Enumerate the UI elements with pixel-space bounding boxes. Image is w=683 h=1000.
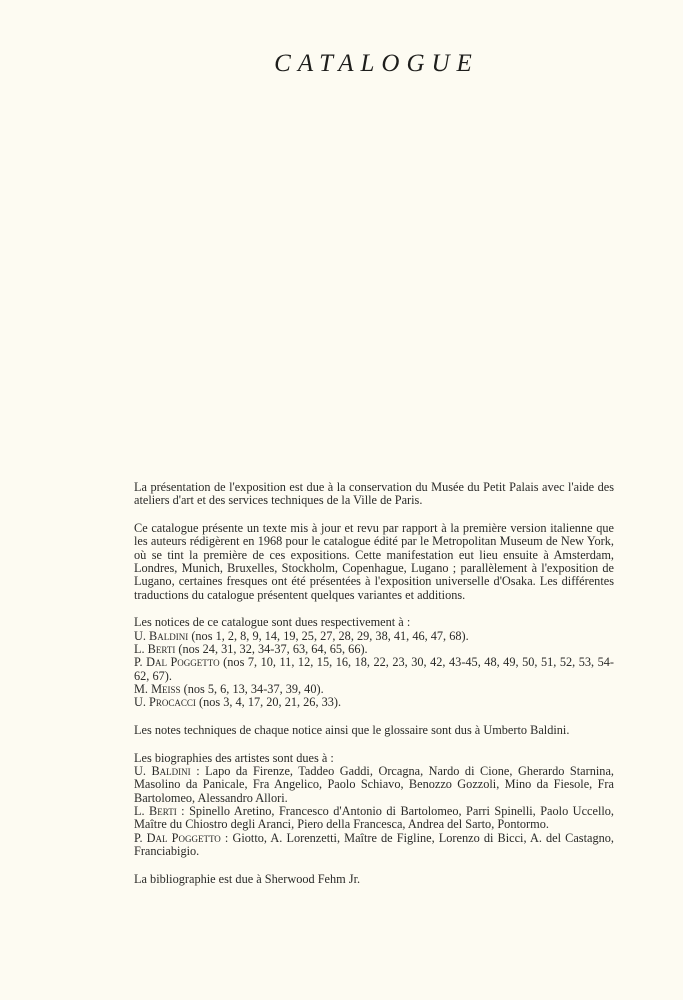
separator: : <box>220 830 233 845</box>
author-name: U. Baldini <box>134 628 189 643</box>
author-name: M. Meiss <box>134 681 181 696</box>
notice-numbers: (nos 1, 2, 8, 9, 14, 19, 25, 27, 28, 29, 38, 41, 46, 47, 68). <box>191 628 469 643</box>
biography-author-entry <box>134 805 614 832</box>
notice-author-line <box>134 643 614 656</box>
separator: : <box>190 764 206 779</box>
notice-author-line <box>134 656 614 683</box>
biography-artists: Spinello Aretino, Francesco d'Antonio di Bartolomeo, Parri Spinelli, Paolo Uccello, Maître du Chiostro degli Aranci, Piero della Francesca, Andrea del Sarto, Pontormo. <box>134 803 614 832</box>
page-title: CATALOGUE <box>274 50 479 77</box>
notice-numbers: (nos 24, 31, 32, 34-37, 63, 64, 65, 66). <box>178 641 368 656</box>
separator: : <box>176 803 190 818</box>
biographies-heading: Les biographies des artistes sont dues à : <box>134 750 334 765</box>
author-name: P. Dal Poggetto <box>134 655 220 670</box>
author-name: U. Procacci <box>134 695 196 710</box>
notice-author-line <box>134 696 614 709</box>
technical-notes-paragraph: Les notes techniques de chaque notice ainsi que le glossaire sont dus à Umberto Baldini. <box>134 722 570 737</box>
author-name: U. Baldini <box>134 764 191 779</box>
bibliography-paragraph: La bibliographie est due à Sherwood Fehm Jr. <box>134 871 361 886</box>
notices-section <box>134 616 614 709</box>
biography-artists: Giotto, A. Lorenzetti, Maître de Figline, Lorenzo di Bicci, A. del Castagno, Franciabigio. <box>134 830 614 858</box>
notice-numbers: (nos 7, 10, 11, 12, 15, 16, 18, 22, 23, 30, 42, 43-45, 48, 49, 50, 51, 52, 53, 54-62, 67). <box>134 655 615 683</box>
intro-paragraph-1: La présentation de l'exposition est due à la conservation du Musée du Petit Palais avec l'aide des ateliers d'art et des services techniques de la Ville de Paris. <box>134 480 614 508</box>
notices-heading: Les notices de ce catalogue sont dues respectivement à : <box>134 615 411 630</box>
biography-author-entry <box>134 832 614 859</box>
notice-author-line <box>134 630 614 643</box>
biography-author-entry <box>134 765 614 805</box>
author-name: L. Berti <box>134 803 177 818</box>
notice-numbers: (nos 5, 6, 13, 34-37, 39, 40). <box>183 681 324 696</box>
notice-numbers: (nos 3, 4, 17, 20, 21, 26, 33). <box>198 695 342 710</box>
author-name: P. Dal Poggetto <box>134 830 221 845</box>
notice-author-line <box>134 683 614 696</box>
catalogue-notes <box>134 481 614 900</box>
author-name: L. Berti <box>134 641 176 656</box>
intro-paragraph-2: Ce catalogue présente un texte mis à jour et revu par rapport à la première version italienne que les auteurs rédigèrent en 1968 pour le catalogue édité par le Metropolitan Museum de New York, où se tint la première de ces expositions. Cette manifestation eut lieu ensuite à Amsterdam, Londres, Munich, Bruxelles, Stockholm, Copenhague, Lugano ; parallèlement à l'exposition de Lugano, certaines fresques ont été présentées à l'exposition universelle d'Osaka. Les différentes traductions du catalogue présentent quelques variantes et additions. <box>134 521 614 602</box>
biographies-section <box>134 752 614 858</box>
biography-artists: Lapo da Firenze, Taddeo Gaddi, Orcagna, Nardo di Cione, Gherardo Starnina, Masolino da Panicale, Fra Angelico, Paolo Schiavo, Benozzo Gozzoli, Mino da Fiesole, Fra Bartolomeo, Alessandro Allori. <box>134 764 614 805</box>
